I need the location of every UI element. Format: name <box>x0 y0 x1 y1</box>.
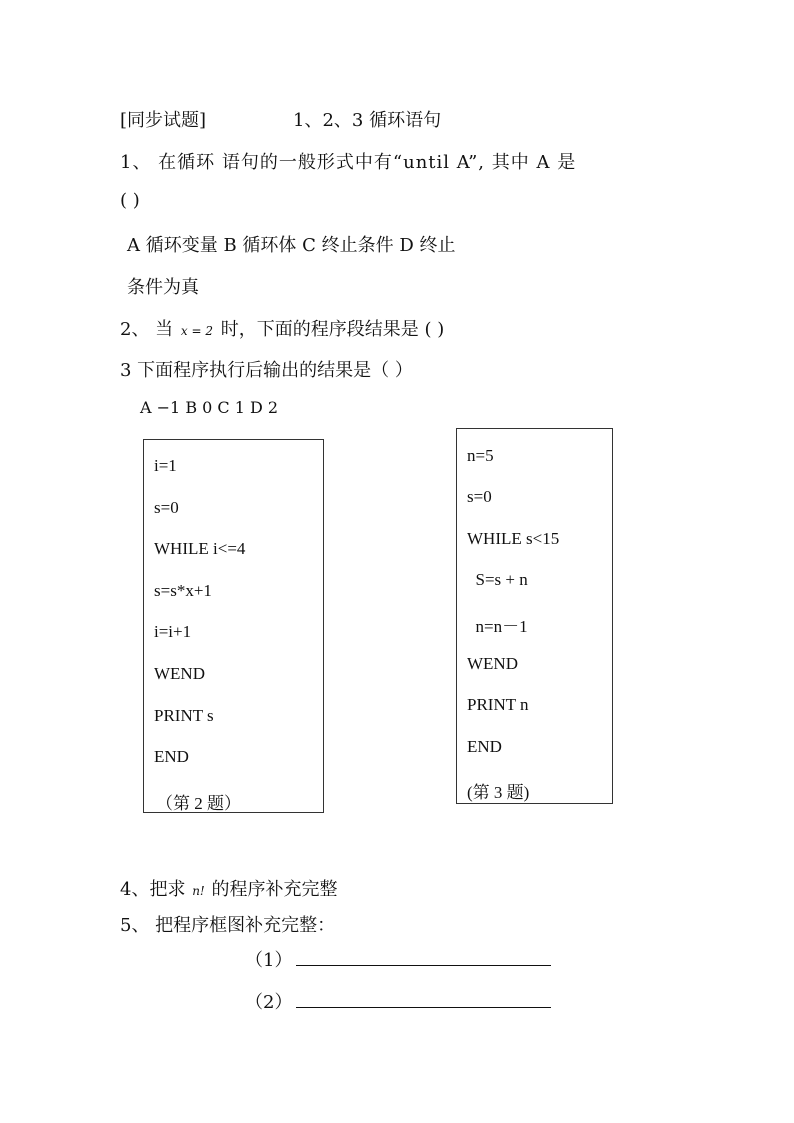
program-2-line: i=i+1 <box>154 622 192 641</box>
section-header-title: 1、2、3 循环语句 <box>293 110 442 131</box>
question-1-options-line-2: 条件为真 <box>127 277 199 298</box>
program-3-line: WHILE s<15 <box>467 529 560 548</box>
blank-1-answer-line[interactable] <box>296 951 551 966</box>
program-2-line: s=s*x+1 <box>154 581 212 600</box>
program-2-line: END <box>154 747 189 766</box>
program-3-line: n=n－1 <box>467 617 528 636</box>
question-2-prefix: 2、 当 <box>120 319 174 340</box>
question-4-math: n! <box>192 884 205 898</box>
program-2-line: PRINT s <box>154 706 214 725</box>
program-3-caption: (第 3 题) <box>467 783 530 802</box>
section-header-left: [同步试题] <box>120 110 207 131</box>
program-3-line: n=5 <box>467 446 494 465</box>
question-1-line-1: 1、 在循环 语句的一般形式中有“until A”, 其中 A 是 <box>120 152 577 173</box>
blank-2-answer-line[interactable] <box>296 993 551 1008</box>
program-3-line: END <box>467 737 502 756</box>
question-4-suffix: 的程序补充完整 <box>211 879 338 900</box>
question-4-prefix: 4、把求 <box>120 879 186 900</box>
program-3-box <box>456 428 613 804</box>
program-3-line: PRINT n <box>467 695 529 714</box>
question-2-text <box>120 315 444 341</box>
question-3-options: A −1 B 0 C 1 D 2 <box>140 398 279 417</box>
program-2-line: s=0 <box>154 498 179 517</box>
program-2-caption: （第 2 题） <box>156 794 241 813</box>
program-2-line: i=1 <box>154 456 177 475</box>
question-1-options-line-1: A 循环变量 B 循环体 C 终止条件 D 终止 <box>127 235 456 256</box>
question-4-text <box>120 875 337 901</box>
question-5-blank-1 <box>245 946 551 972</box>
question-5-blank-2 <box>245 988 551 1014</box>
blank-2-label: （2） <box>245 992 293 1013</box>
question-2-suffix: 时，下面的程序段结果是 ( ) <box>220 319 445 340</box>
question-3-text: 3 下面程序执行后输出的结果是（ ） <box>120 360 413 381</box>
program-3-line: s=0 <box>467 487 492 506</box>
program-2-line: WHILE i<=4 <box>154 539 246 558</box>
question-2-math: x = 2 <box>180 324 214 338</box>
program-3-line: WEND <box>467 654 518 673</box>
blank-1-label: （1） <box>245 950 293 971</box>
program-2-box <box>143 439 324 813</box>
program-3-line: S=s + n <box>467 570 528 589</box>
question-1-line-2: ( ) <box>120 190 140 211</box>
question-5-text: 5、 把程序框图补充完整： <box>120 915 336 936</box>
program-2-line: WEND <box>154 664 205 683</box>
